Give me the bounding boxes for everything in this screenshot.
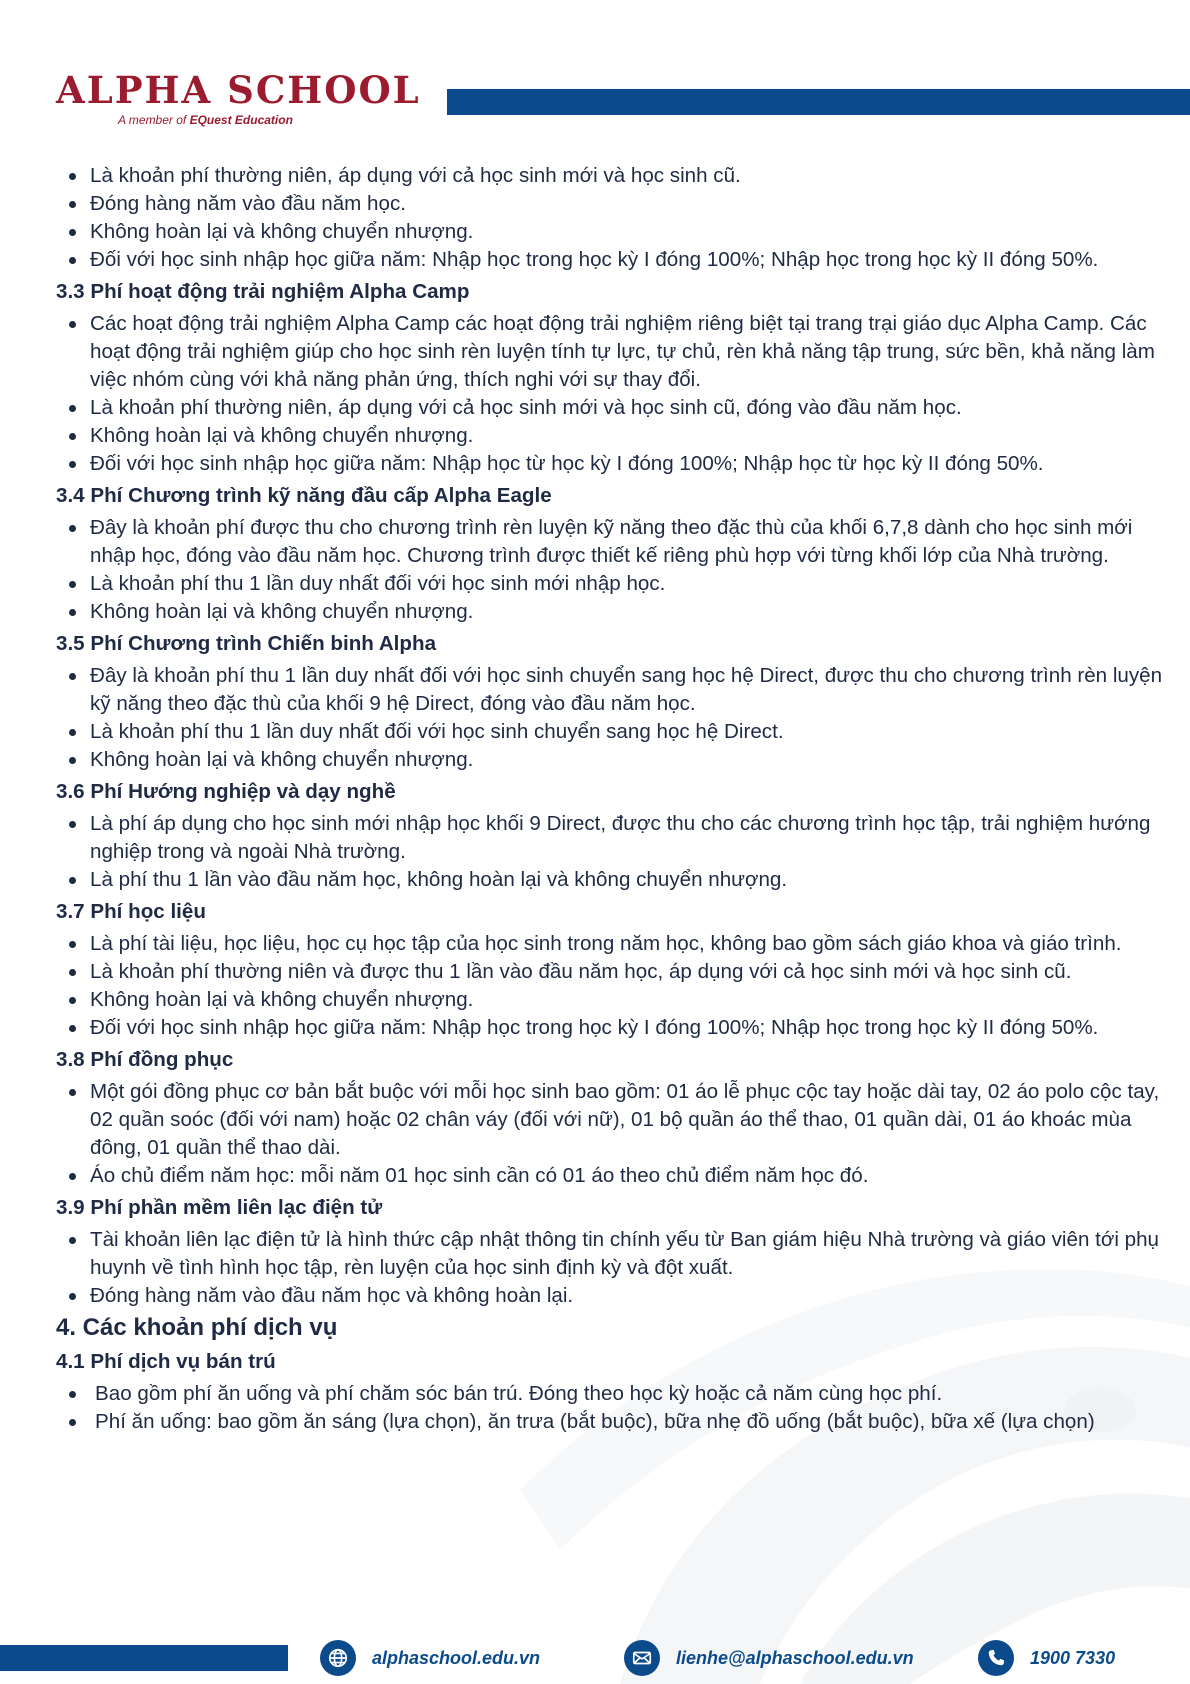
- list-item: Là khoản phí thường niên, áp dụng với cả học sinh mới và học sinh cũ, đóng vào đầu năm học.: [56, 394, 1166, 422]
- section-heading: 3.8 Phí đồng phục: [56, 1048, 234, 1071]
- page-header: [0, 0, 1190, 150]
- globe-icon: [320, 1640, 356, 1676]
- list-item: Không hoàn lại và không chuyển nhượng.: [56, 422, 1166, 450]
- section-heading: 3.9 Phí phần mềm liên lạc điện tử: [56, 1196, 383, 1219]
- envelope-icon: [624, 1640, 660, 1676]
- list-item: Đối với học sinh nhập học giữa năm: Nhập học trong học kỳ I đóng 100%; Nhập học trong học kỳ II đóng 50%.: [56, 1014, 1166, 1042]
- section-list: [56, 662, 1166, 774]
- footer-phone[interactable]: [978, 1636, 1115, 1680]
- section-heading: 3.5 Phí Chương trình Chiến binh Alpha: [56, 632, 437, 655]
- intro-list: [56, 162, 1166, 274]
- list-item: Là phí áp dụng cho học sinh mới nhập học khối 9 Direct, được thu cho các chương trình học tập, trải nghiệm hướng nghiệp trong và ngoài Nhà trường.: [56, 810, 1166, 866]
- list-item: Bao gồm phí ăn uống và phí chăm sóc bán trú. Đóng theo học kỳ hoặc cả năm cùng học phí.: [56, 1380, 1166, 1408]
- list-item: Là khoản phí thường niên, áp dụng với cả học sinh mới và học sinh cũ.: [56, 162, 1166, 190]
- list-item: Không hoàn lại và không chuyển nhượng.: [56, 746, 1166, 774]
- list-item: Tài khoản liên lạc điện tử là hình thức cập nhật thông tin chính yếu từ Ban giám hiệu Nhà trường và giáo viên tới phụ huynh về tình hình học tập, rèn luyện của học sinh định kỳ và đột xuất.: [56, 1226, 1166, 1282]
- phone-icon: [978, 1640, 1014, 1676]
- section-list: [56, 310, 1166, 478]
- section-heading: 3.6 Phí Hướng nghiệp và dạy nghề: [56, 780, 396, 803]
- footer-website[interactable]: [320, 1636, 540, 1680]
- header-accent-bar: [447, 89, 1190, 115]
- section-list: [56, 1380, 1166, 1436]
- section-heading: 4.1 Phí dịch vụ bán trú: [56, 1350, 276, 1373]
- section-list: [56, 810, 1166, 894]
- list-item: Là khoản phí thu 1 lần duy nhất đối với học sinh mới nhập học.: [56, 570, 1166, 598]
- list-item: Không hoàn lại và không chuyển nhượng.: [56, 218, 1166, 246]
- list-item: Là phí thu 1 lần vào đầu năm học, không hoàn lại và không chuyển nhượng.: [56, 866, 1166, 894]
- section-heading: 3.3 Phí hoạt động trải nghiệm Alpha Camp: [56, 280, 470, 303]
- logo-sub-prefix: A member of: [118, 113, 190, 127]
- school-logo-title: ALPHA SCHOOL: [56, 68, 421, 112]
- section-heading: 3.7 Phí học liệu: [56, 900, 206, 923]
- list-item: Đây là khoản phí thu 1 lần duy nhất đối với học sinh chuyển sang học hệ Direct, được thu cho chương trình rèn luyện kỹ năng theo đặc thù của khối 9 hệ Direct, đóng vào đầu năm học.: [56, 662, 1166, 718]
- list-item: Là khoản phí thu 1 lần duy nhất đối với học sinh chuyển sang học hệ Direct.: [56, 718, 1166, 746]
- list-item: Đóng hàng năm vào đầu năm học.: [56, 190, 1166, 218]
- list-item: Một gói đồng phục cơ bản bắt buộc với mỗi học sinh bao gồm: 01 áo lễ phục cộc tay hoặc dài tay, 02 áo polo cộc tay, 02 quần soóc (đối với nam) hoặc 02 chân váy (đối với nữ), 01 bộ quần áo thể thao, 01 quần dài, 01 áo khoác mùa đông, 01 quần thể thao dài.: [56, 1078, 1166, 1162]
- list-item: Đối với học sinh nhập học giữa năm: Nhập học từ học kỳ I đóng 100%; Nhập học từ học kỳ II đóng 50%.: [56, 450, 1166, 478]
- section-list: [56, 1078, 1166, 1190]
- list-item: Không hoàn lại và không chuyển nhượng.: [56, 598, 1166, 626]
- school-logo-subtitle: [118, 113, 293, 127]
- website-link[interactable]: alphaschool.edu.vn: [372, 1647, 541, 1668]
- list-item: Các hoạt động trải nghiệm Alpha Camp các hoạt động trải nghiệm riêng biệt tại trang trại giáo dục Alpha Camp. Các hoạt động trải nghiệm giúp cho học sinh rèn luyện tính tự lực, tự chủ, rèn khả năng tập trung, sức bền, khả năng làm việc nhóm cùng với khả năng phản ứng, thích nghi với sự thay đổi.: [56, 310, 1166, 394]
- phone-number[interactable]: 1900 7330: [1030, 1647, 1116, 1668]
- section-list: [56, 1226, 1166, 1310]
- list-item: Đối với học sinh nhập học giữa năm: Nhập học trong học kỳ I đóng 100%; Nhập học trong học kỳ II đóng 50%.: [56, 246, 1166, 274]
- list-item: Là phí tài liệu, học liệu, học cụ học tập của học sinh trong năm học, không bao gồm sách giáo khoa và giáo trình.: [56, 930, 1166, 958]
- list-item: Đây là khoản phí được thu cho chương trình rèn luyện kỹ năng theo đặc thù của khối 6,7,8 dành cho học sinh mới nhập học, đóng vào đầu năm học. Chương trình được thiết kế riêng phù hợp với từng khối lớp của Nhà trường.: [56, 514, 1166, 570]
- list-item: Là khoản phí thường niên và được thu 1 lần vào đầu năm học, áp dụng với cả học sinh mới và học sinh cũ.: [56, 958, 1166, 986]
- logo-sub-brand: EQuest Education: [189, 113, 293, 127]
- list-item: Áo chủ điểm năm học: mỗi năm 01 học sinh cần có 01 áo theo chủ điểm năm học đó.: [56, 1162, 1166, 1190]
- email-link[interactable]: lienhe@alphaschool.edu.vn: [676, 1647, 914, 1668]
- section-list: [56, 930, 1166, 1042]
- document-body: [56, 162, 1166, 1436]
- list-item: Không hoàn lại và không chuyển nhượng.: [56, 986, 1166, 1014]
- chapter-heading: 4. Các khoản phí dịch vụ: [56, 1314, 338, 1341]
- list-item: Phí ăn uống: bao gồm ăn sáng (lựa chọn), ăn trưa (bắt buộc), bữa nhẹ đồ uống (bắt buộc), bữa xế (lựa chọn): [56, 1408, 1166, 1436]
- footer-email[interactable]: [624, 1636, 914, 1680]
- section-heading: 3.4 Phí Chương trình kỹ năng đầu cấp Alpha Eagle: [56, 484, 552, 507]
- page-footer: [0, 1632, 1190, 1684]
- footer-accent-bar: [0, 1645, 288, 1671]
- section-list: [56, 514, 1166, 626]
- list-item: Đóng hàng năm vào đầu năm học và không hoàn lại.: [56, 1282, 1166, 1310]
